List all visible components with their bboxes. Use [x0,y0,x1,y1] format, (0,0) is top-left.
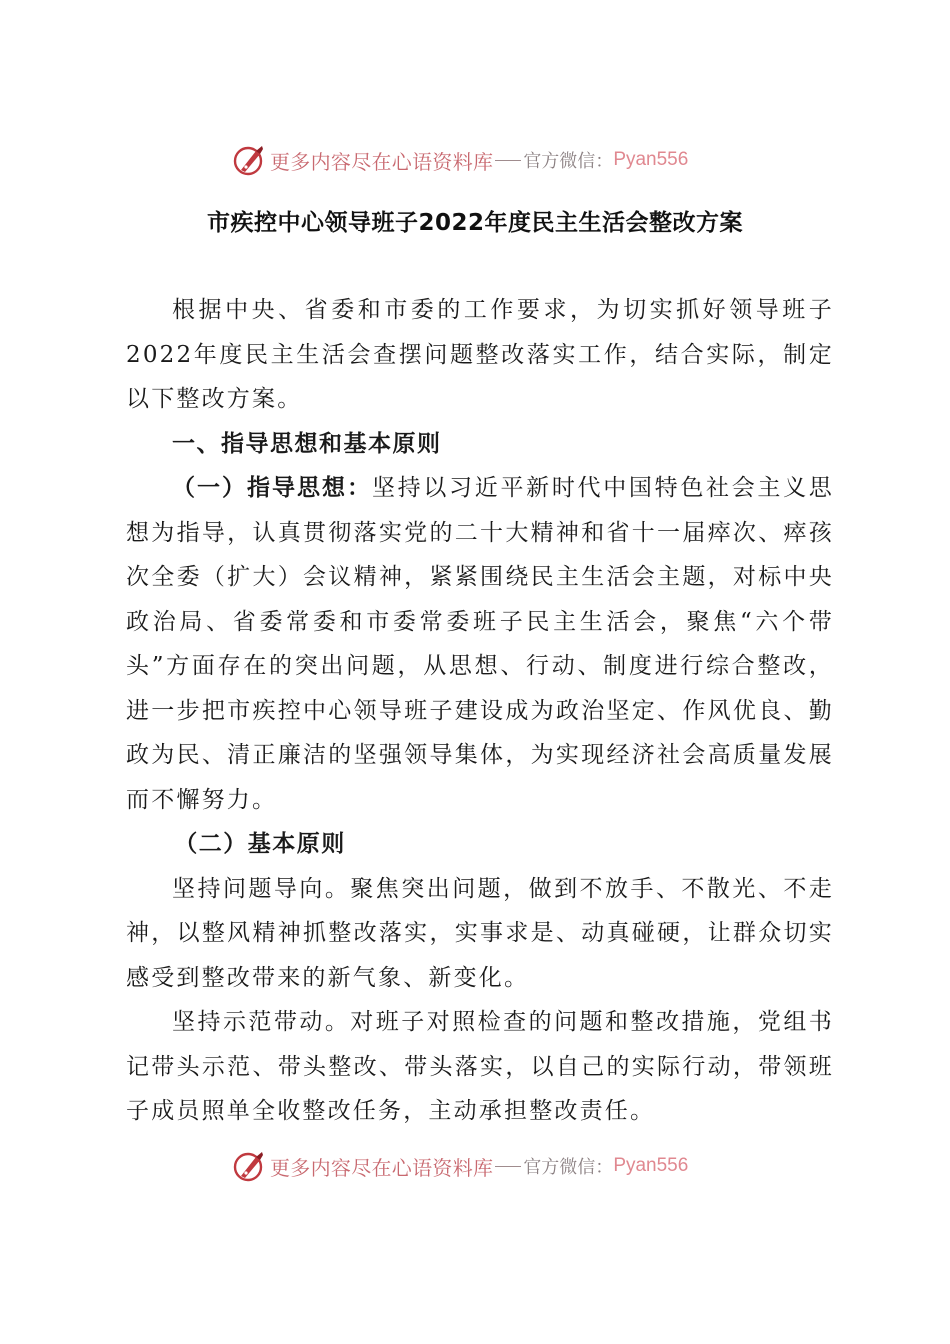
intro-paragraph: 根据中央、省委和市委的工作要求，为切实抓好领导班子2022年度民主生活会查摆问题整改落实工作，结合实际，制定以下整改方案。 [126,297,834,412]
guiding-thought-text: 坚持以习近平新时代中国特色社会主义思想为指导，认真贯彻落实党的二十大精神和省十一届瘁次、瘁孩次全委（扩大）会议精神，紧紧围绕民主生活会主题，对标中央政治局、省委常委和市委常委班子民主生活会，聚焦“六个带头”方面存在的突出问题，从思想、行动、制度进行综合整改，进一步把市疾控中心领导班子建设成为政治坚定、作风优良、勤政为民、清正廉洁的坚强领导集体，为实现经济社会高质量发展而不懈努力。 [126,475,834,813]
watermark-dash [495,1166,521,1167]
watermark-wechat-id: Pyan556 [613,1155,689,1176]
principles-heading: （二）基本原则 [174,831,346,857]
document-title: 市疾控中心领导班子2022年度民主生活会整改方案 [206,210,743,236]
watermark-banner-top [232,140,688,180]
document-body [126,288,834,1134]
watermark-dash [495,160,521,161]
guiding-thought-paragraph [126,466,834,822]
watermark-wechat-label: 官方微信： [523,151,614,172]
principle-paragraph-1: 坚持问题导向。聚焦突出问题，做到不放手、不散光、不走神，以整风精神抓整改落实，实事求是、动真碰硬，让群众切实感受到整改带来的新气象、新变化。 [126,875,834,991]
guiding-thought-lead: （一）指导思想： [172,475,372,501]
watermark-brand-text: 更多内容尽在心语资料库 [270,1155,494,1180]
principle-paragraph-2: 坚持示范带动。对班子对照检查的问题和整改措施，党组书记带头示范、带头整改、带头落实，以自己的实际行动，带领班子成员照单全收整改任务，主动承担整改责任。 [126,1009,834,1124]
fountain-pen-logo-icon [232,143,266,177]
watermark-wechat-label: 官方微信： [523,1157,614,1178]
watermark-brand-text: 更多内容尽在心语资料库 [270,149,494,174]
section-heading: 一、指导思想和基本原则 [172,430,442,457]
fountain-pen-logo-icon [232,1149,266,1183]
watermark-banner-bottom [232,1146,688,1186]
watermark-wechat-id: Pyan556 [613,149,689,170]
